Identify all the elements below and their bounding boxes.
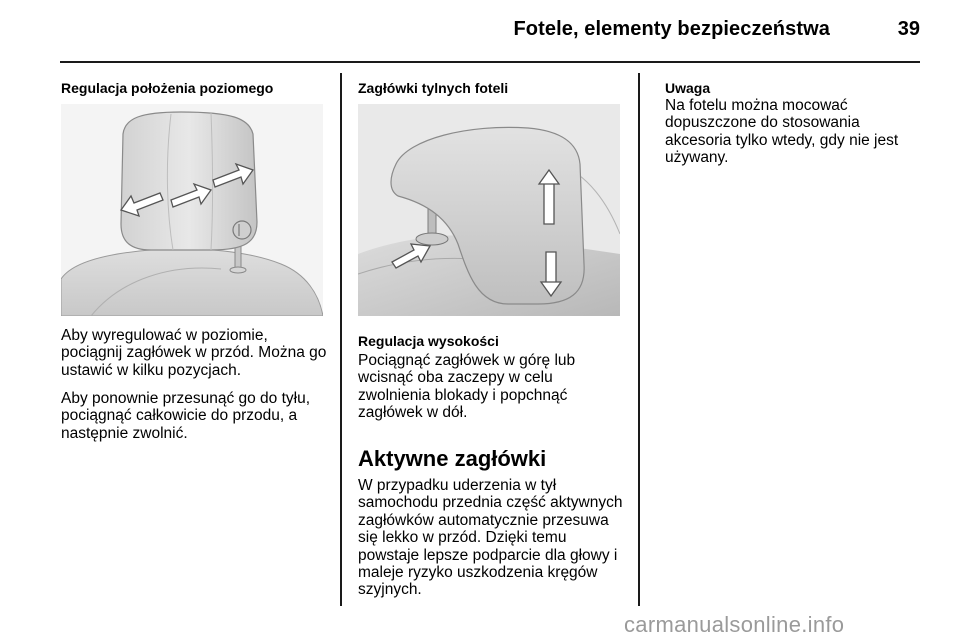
note-text: Na fotelu można mocować dopuszczone do stosowania akcesoria tylko wtedy, gdy nie jest używany. xyxy=(665,97,899,167)
page-header-title: Fotele, elementy bezpieczeństwa xyxy=(513,18,830,40)
watermark-text: carmanualsonline.info xyxy=(624,612,845,637)
section-subheading-height-adjust: Regulacja wysokości xyxy=(358,333,499,349)
paragraph-height-adjust: Pociągnąć zagłówek w górę lub wcisnąć oba zaczepy w celu zwolnienia blokady i popchnąć zagłówek w dół. xyxy=(358,352,576,422)
column-divider-1 xyxy=(340,73,342,606)
section-subheading-rear-headrests: Zagłówki tylnych foteli xyxy=(358,80,509,96)
rear-headrest-height-adjust-illustration xyxy=(358,104,620,316)
paragraph-active-headrests: W przypadku uderzenia w tył samochodu przednia część aktywnych zagłówków automatycznie przesuwa się lekko w przód. Dzięki temu powstaje lepsze podparcie dla głowy i maleje ryzyko uszkodzenia kręgów szyjnych. xyxy=(358,477,623,599)
note-title: Uwaga xyxy=(665,80,711,96)
headrest-horizontal-adjust-illustration xyxy=(61,104,323,316)
paragraph-horizontal-adjust: Aby wyregulować w poziomie, pociągnij zagłówek w przód. Można go ustawić w kilku pozycjach. xyxy=(61,327,327,379)
paragraph-move-back: Aby ponownie przesunąć go do tyłu, pociągnąć całkowicie do przodu, a następnie zwolnić. xyxy=(61,390,311,442)
page-number: 39 xyxy=(897,18,920,40)
section-subheading-horizontal-adjust: Regulacja położenia poziomego xyxy=(61,80,274,96)
rear-headrest-drawing xyxy=(358,104,620,316)
header-divider xyxy=(60,61,920,63)
column-divider-2 xyxy=(638,73,640,606)
section-heading-active-headrests: Aktywne zagłówki xyxy=(358,446,547,471)
headrest-horizontal-adjust-drawing xyxy=(61,104,323,316)
